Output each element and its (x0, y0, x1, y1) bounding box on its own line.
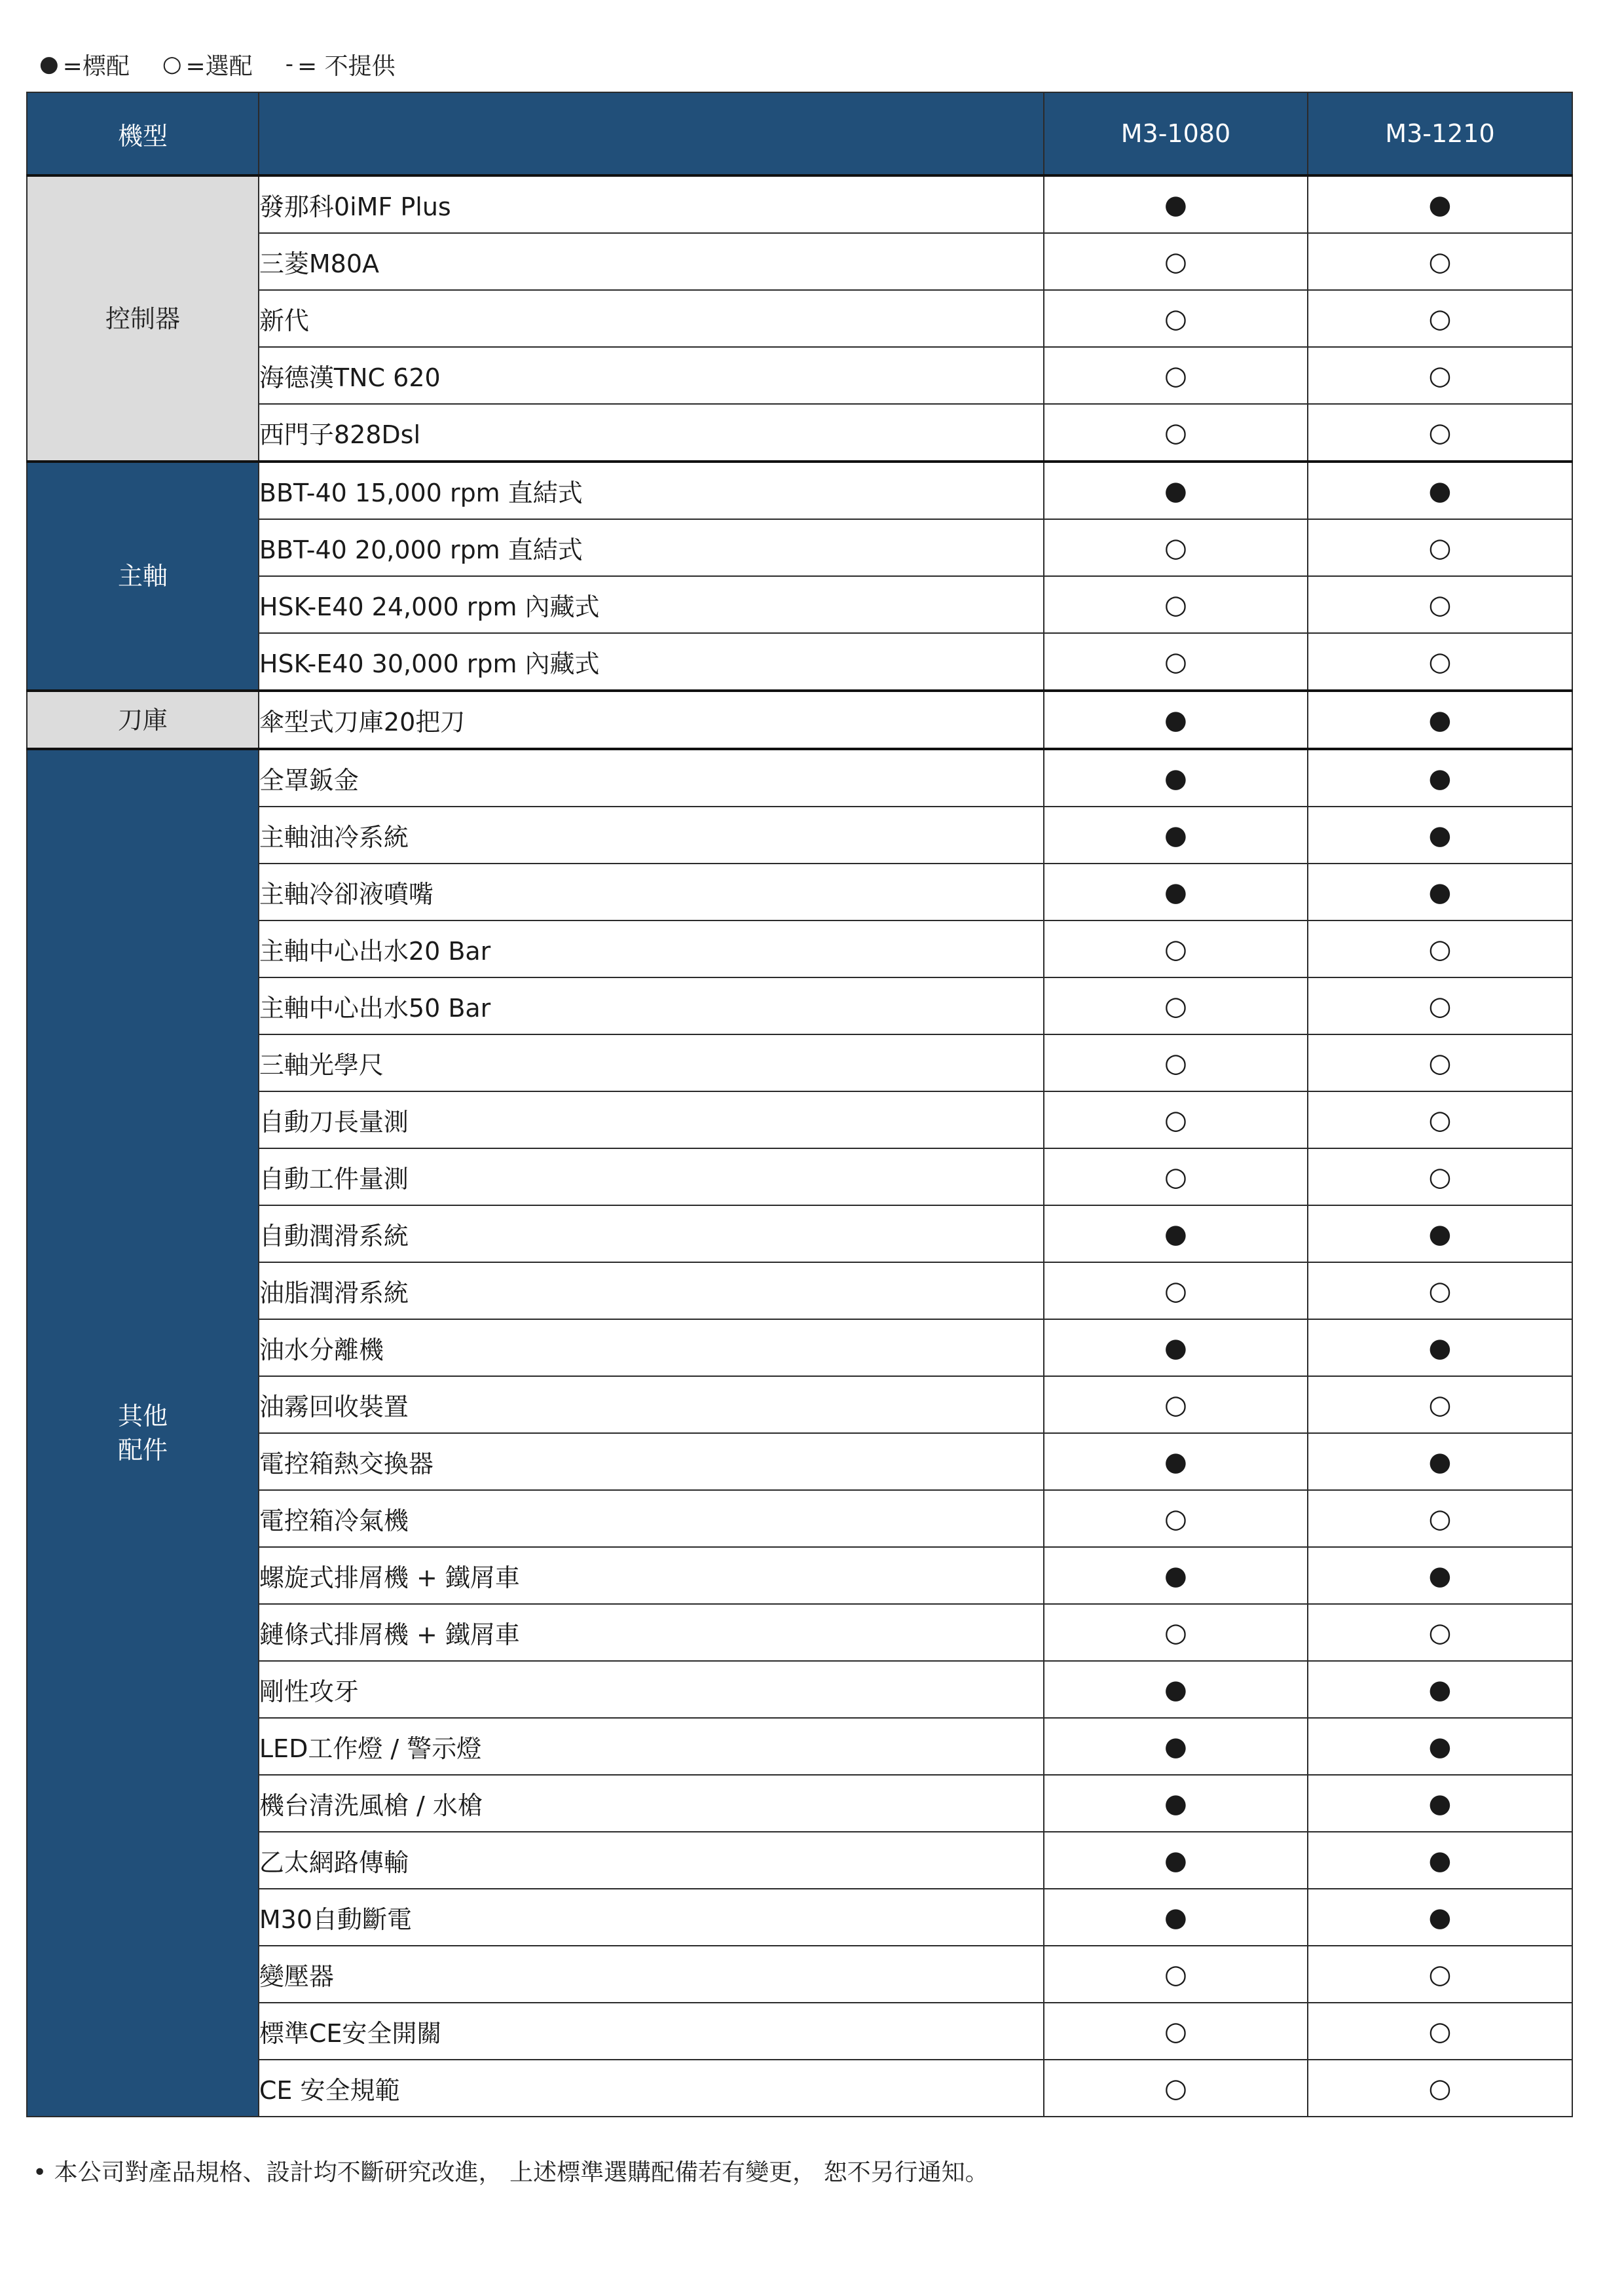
table-row (27, 1091, 1572, 1148)
optional-mark-icon: ○ (1044, 1604, 1308, 1661)
standard-mark-icon: ● (1044, 691, 1308, 749)
standard-mark-icon: ● (1308, 1319, 1572, 1376)
table-row (27, 290, 1572, 347)
legend-optional (162, 48, 253, 81)
feature-name: 油霧回收裝置 (259, 1376, 1044, 1433)
standard-mark-icon: ● (1044, 1775, 1308, 1832)
feature-name: 機台清洗風槍 / 水槍 (259, 1775, 1044, 1832)
item-header (259, 92, 1044, 175)
standard-mark-icon: ● (1308, 1661, 1572, 1718)
table-row (27, 2060, 1572, 2117)
filled-circle-icon: ● (39, 51, 59, 77)
table-row (27, 1262, 1572, 1319)
feature-name: 乙太網路傳輸 (259, 1832, 1044, 1889)
feature-name: BBT-40 20,000 rpm 直結式 (259, 519, 1044, 576)
feature-name: 自動刀長量測 (259, 1091, 1044, 1148)
table-row (27, 749, 1572, 807)
table-row (27, 576, 1572, 633)
optional-mark-icon: ○ (1044, 233, 1308, 290)
optional-mark-icon: ○ (1308, 1604, 1572, 1661)
feature-name: 全罩鈑金 (259, 749, 1044, 807)
optional-mark-icon: ○ (1044, 1148, 1308, 1205)
optional-mark-icon: ○ (1044, 404, 1308, 462)
feature-name: 發那科0iMF Plus (259, 175, 1044, 233)
optional-mark-icon: ○ (1044, 1946, 1308, 2003)
spec-table (26, 92, 1573, 2117)
category-label: 主軸 (117, 562, 168, 591)
standard-mark-icon: ● (1044, 1661, 1308, 1718)
optional-mark-icon: ○ (1044, 920, 1308, 977)
optional-mark-icon: ○ (1044, 1376, 1308, 1433)
optional-mark-icon: ○ (1308, 633, 1572, 691)
feature-name: 油水分離機 (259, 1319, 1044, 1376)
feature-name: 三軸光學尺 (259, 1034, 1044, 1091)
feature-name: 主軸油冷系統 (259, 807, 1044, 864)
table-row (27, 691, 1572, 749)
table-row (27, 1034, 1572, 1091)
standard-mark-icon: ● (1044, 1832, 1308, 1889)
standard-mark-icon: ● (1044, 1433, 1308, 1490)
feature-name: 三菱M80A (259, 233, 1044, 290)
table-row (27, 807, 1572, 864)
feature-name: 電控箱熱交換器 (259, 1433, 1044, 1490)
table-row (27, 1148, 1572, 1205)
standard-mark-icon: ● (1308, 462, 1572, 519)
optional-mark-icon: ○ (1044, 633, 1308, 691)
category-label: 刀庫 (117, 705, 168, 735)
optional-mark-icon: ○ (1044, 977, 1308, 1034)
category-label: 控制器 (105, 304, 180, 333)
standard-mark-icon: ● (1044, 1547, 1308, 1604)
optional-mark-icon: ○ (1308, 290, 1572, 347)
optional-mark-icon: ○ (1308, 519, 1572, 576)
standard-mark-icon: ● (1044, 462, 1308, 519)
table-row (27, 1205, 1572, 1262)
feature-name: HSK-E40 30,000 rpm 內藏式 (259, 633, 1044, 691)
feature-name: 傘型式刀庫20把刀 (259, 691, 1044, 749)
feature-name: 西門子828Dsl (259, 404, 1044, 462)
feature-name: LED工作燈 / 警示燈 (259, 1718, 1044, 1775)
feature-name: CE 安全規範 (259, 2060, 1044, 2117)
feature-name: BBT-40 15,000 rpm 直結式 (259, 462, 1044, 519)
optional-mark-icon: ○ (1308, 1034, 1572, 1091)
legend-standard (39, 48, 130, 81)
model-header-label: 機型 (27, 92, 259, 175)
feature-name: 標準CE安全開關 (259, 2003, 1044, 2060)
table-row (27, 462, 1572, 519)
model-column-header: M3-1210 (1308, 92, 1572, 175)
optional-mark-icon: ○ (1308, 347, 1572, 404)
table-row (27, 977, 1572, 1034)
footer-note: • 本公司對產品規格、設計均不斷研究改進， 上述標準選購配備若有變更， 恕不另行通知。 (33, 2159, 989, 2186)
hollow-circle-icon: ○ (162, 51, 182, 77)
feature-name: 油脂潤滑系統 (259, 1262, 1044, 1319)
category-cell (27, 691, 259, 749)
standard-mark-icon: ● (1308, 1547, 1572, 1604)
optional-mark-icon: ○ (1044, 2003, 1308, 2060)
category-cell (27, 749, 259, 2117)
table-row (27, 1433, 1572, 1490)
optional-mark-icon: ○ (1308, 1091, 1572, 1148)
table-row (27, 1604, 1572, 1661)
standard-mark-icon: ● (1308, 807, 1572, 864)
header-row (27, 92, 1572, 175)
optional-mark-icon: ○ (1308, 2060, 1572, 2117)
standard-mark-icon: ● (1308, 1775, 1572, 1832)
feature-name: 主軸冷卻液噴嘴 (259, 864, 1044, 920)
optional-mark-icon: ○ (1308, 977, 1572, 1034)
table-row (27, 864, 1572, 920)
table-row (27, 404, 1572, 462)
standard-mark-icon: ● (1308, 864, 1572, 920)
legend (39, 46, 428, 82)
table-row (27, 1718, 1572, 1775)
optional-mark-icon: ○ (1044, 576, 1308, 633)
optional-mark-icon: ○ (1044, 347, 1308, 404)
legend-not-available (286, 48, 396, 81)
optional-mark-icon: ○ (1044, 1262, 1308, 1319)
standard-mark-icon: ● (1308, 1832, 1572, 1889)
optional-mark-icon: ○ (1044, 1091, 1308, 1148)
standard-mark-icon: ● (1308, 1718, 1572, 1775)
optional-mark-icon: ○ (1044, 519, 1308, 576)
standard-mark-icon: ● (1308, 1889, 1572, 1946)
optional-mark-icon: ○ (1044, 2060, 1308, 2117)
table-row (27, 1832, 1572, 1889)
feature-name: M30自動斷電 (259, 1889, 1044, 1946)
feature-name: 主軸中心出水20 Bar (259, 920, 1044, 977)
table-row (27, 1490, 1572, 1547)
optional-mark-icon: ○ (1044, 290, 1308, 347)
optional-mark-icon: ○ (1044, 1034, 1308, 1091)
standard-mark-icon: ● (1308, 175, 1572, 233)
optional-mark-icon: ○ (1308, 1946, 1572, 2003)
table-row (27, 347, 1572, 404)
legend-not-available-label: = 不提供 (297, 52, 396, 80)
model-column-header: M3-1080 (1044, 92, 1308, 175)
standard-mark-icon: ● (1308, 691, 1572, 749)
feature-name: 主軸中心出水50 Bar (259, 977, 1044, 1034)
feature-name: HSK-E40 24,000 rpm 內藏式 (259, 576, 1044, 633)
table-row (27, 233, 1572, 290)
standard-mark-icon: ● (1044, 1319, 1308, 1376)
optional-mark-icon: ○ (1308, 2003, 1572, 2060)
feature-name: 自動工件量測 (259, 1148, 1044, 1205)
standard-mark-icon: ● (1044, 1889, 1308, 1946)
table-row (27, 920, 1572, 977)
feature-name: 剛性攻牙 (259, 1661, 1044, 1718)
table-row (27, 175, 1572, 233)
table-row (27, 1946, 1572, 2003)
legend-standard-label: =標配 (62, 52, 130, 80)
table-row (27, 633, 1572, 691)
standard-mark-icon: ● (1044, 807, 1308, 864)
table-row (27, 1547, 1572, 1604)
standard-mark-icon: ● (1044, 749, 1308, 807)
optional-mark-icon: ○ (1308, 1262, 1572, 1319)
legend-optional-label: =選配 (185, 52, 253, 80)
feature-name: 電控箱冷氣機 (259, 1490, 1044, 1547)
category-label: 配件 (117, 1436, 168, 1465)
table-row (27, 519, 1572, 576)
optional-mark-icon: ○ (1308, 1490, 1572, 1547)
feature-name: 自動潤滑系統 (259, 1205, 1044, 1262)
category-label: 其他 (117, 1402, 168, 1430)
table-row (27, 1775, 1572, 1832)
optional-mark-icon: ○ (1044, 1490, 1308, 1547)
spec-body (27, 175, 1572, 2117)
standard-mark-icon: ● (1044, 1205, 1308, 1262)
table-row (27, 2003, 1572, 2060)
optional-mark-icon: ○ (1308, 404, 1572, 462)
standard-mark-icon: ● (1308, 749, 1572, 807)
category-cell (27, 462, 259, 691)
standard-mark-icon: ● (1044, 1718, 1308, 1775)
optional-mark-icon: ○ (1308, 1376, 1572, 1433)
feature-name: 變壓器 (259, 1946, 1044, 2003)
standard-mark-icon: ● (1044, 175, 1308, 233)
standard-mark-icon: ● (1044, 864, 1308, 920)
optional-mark-icon: ○ (1308, 576, 1572, 633)
optional-mark-icon: ○ (1308, 233, 1572, 290)
standard-mark-icon: ● (1308, 1205, 1572, 1262)
standard-mark-icon: ● (1308, 1433, 1572, 1490)
optional-mark-icon: ○ (1308, 920, 1572, 977)
table-row (27, 1889, 1572, 1946)
table-row (27, 1376, 1572, 1433)
feature-name: 新代 (259, 290, 1044, 347)
feature-name: 鏈條式排屑機 + 鐵屑車 (259, 1604, 1044, 1661)
feature-name: 螺旋式排屑機 + 鐵屑車 (259, 1547, 1044, 1604)
optional-mark-icon: ○ (1308, 1148, 1572, 1205)
feature-name: 海德漢TNC 620 (259, 347, 1044, 404)
table-row (27, 1661, 1572, 1718)
dash-icon: - (285, 51, 293, 77)
category-cell (27, 175, 259, 462)
table-row (27, 1319, 1572, 1376)
